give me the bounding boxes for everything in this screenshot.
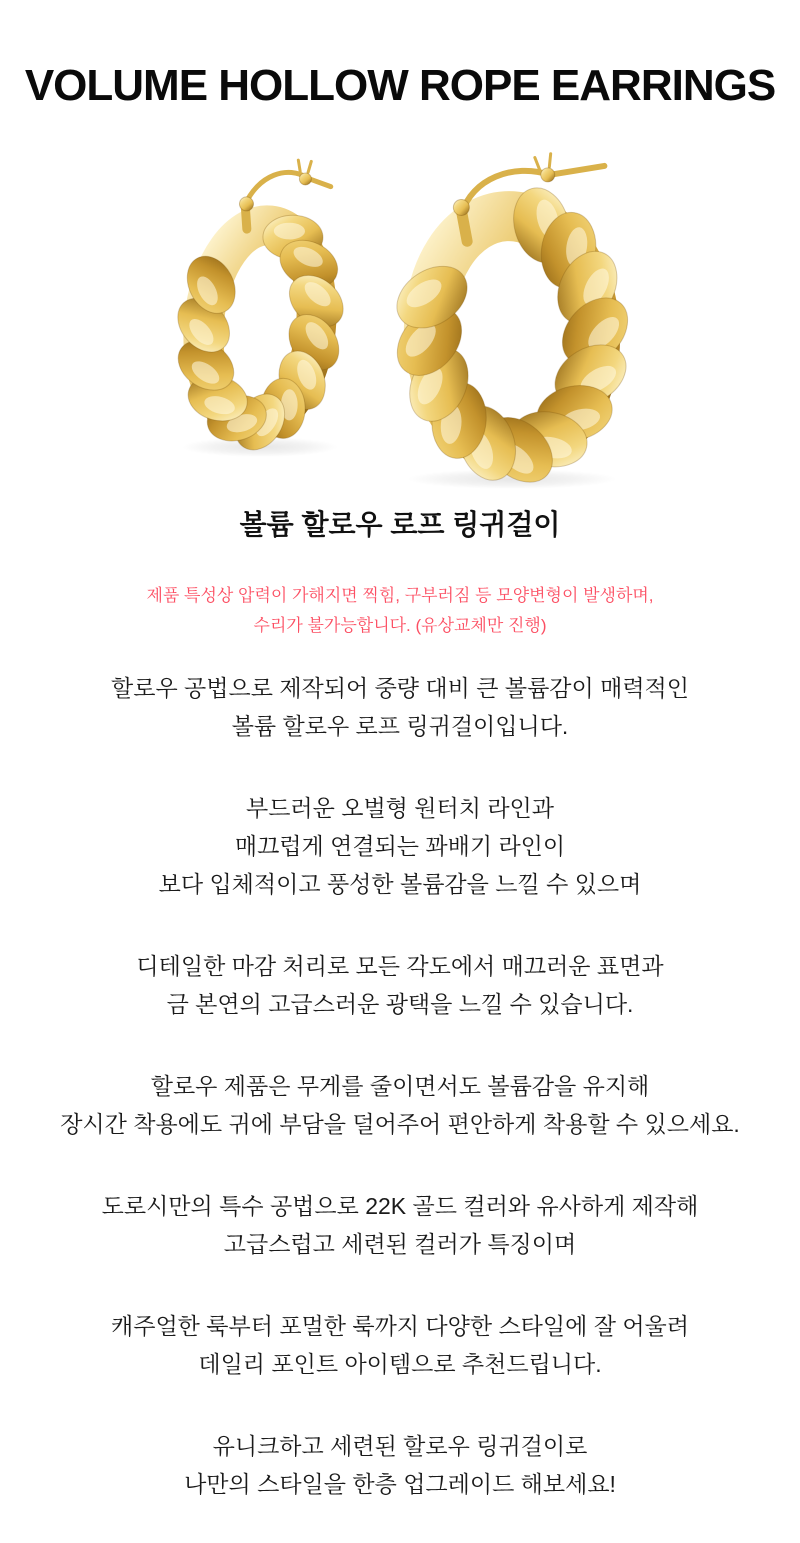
product-subtitle: 볼륨 할로우 로프 링귀걸이 (239, 508, 561, 540)
description-line: 유니크하고 세련된 할로우 링귀걸이로 (212, 1433, 588, 1460)
description-line: 캐주얼한 룩부터 포멀한 룩까지 다양한 스타일에 잘 어울려 (111, 1313, 689, 1340)
description-paragraph (0, 947, 800, 1023)
description-paragraph (0, 669, 800, 745)
description-line: 보다 입체적이고 풍성한 볼륨감을 느낄 수 있으며 (158, 871, 642, 898)
description-line: 할로우 공법으로 제작되어 중량 대비 큰 볼륨감이 매력적인 (111, 675, 689, 702)
description-paragraph (0, 1067, 800, 1143)
warning-line: 수리가 불가능합니다. (유상교체만 진행) (253, 616, 547, 636)
description-line: 데일리 포인트 아이템으로 추천드립니다. (198, 1351, 602, 1378)
description-line: 디테일한 마감 처리로 모든 각도에서 매끄러운 표면과 (136, 953, 664, 980)
earrings-illustration (150, 147, 650, 497)
description-paragraph (0, 1427, 800, 1503)
description-line: 금 본연의 고급스러운 광택을 느낄 수 있습니다. (166, 991, 634, 1018)
description-line: 고급스럽고 세련된 컬러가 특징이며 (223, 1231, 577, 1258)
warning-line: 제품 특성상 압력이 가해지면 찍힘, 구부러짐 등 모양변형이 발생하며, (146, 586, 654, 606)
description-line: 장시간 착용에도 귀에 부담을 덜어주어 편안하게 착용할 수 있으세요. (60, 1111, 740, 1138)
description-paragraph (0, 789, 800, 903)
description-line: 매끄럽게 연결되는 꽈배기 라인이 (234, 833, 566, 860)
description-line: 도로시만의 특수 공법으로 22K 골드 컬러와 유사하게 제작해 (101, 1193, 699, 1220)
description-paragraph (0, 1307, 800, 1383)
description-line: 할로우 제품은 무게를 줄이면서도 볼륨감을 유지해 (150, 1073, 650, 1100)
description-paragraph (0, 1187, 800, 1263)
description-line: 볼륨 할로우 로프 링귀걸이입니다. (231, 713, 569, 740)
description-line: 나만의 스타일을 한층 업그레이드 해보세요! (184, 1471, 616, 1498)
description-line: 부드러운 오벌형 원터치 라인과 (245, 795, 554, 822)
warning-notice (0, 581, 800, 641)
page-title: VOLUME HOLLOW ROPE EARRINGS (24, 61, 776, 110)
product-image (150, 147, 650, 497)
